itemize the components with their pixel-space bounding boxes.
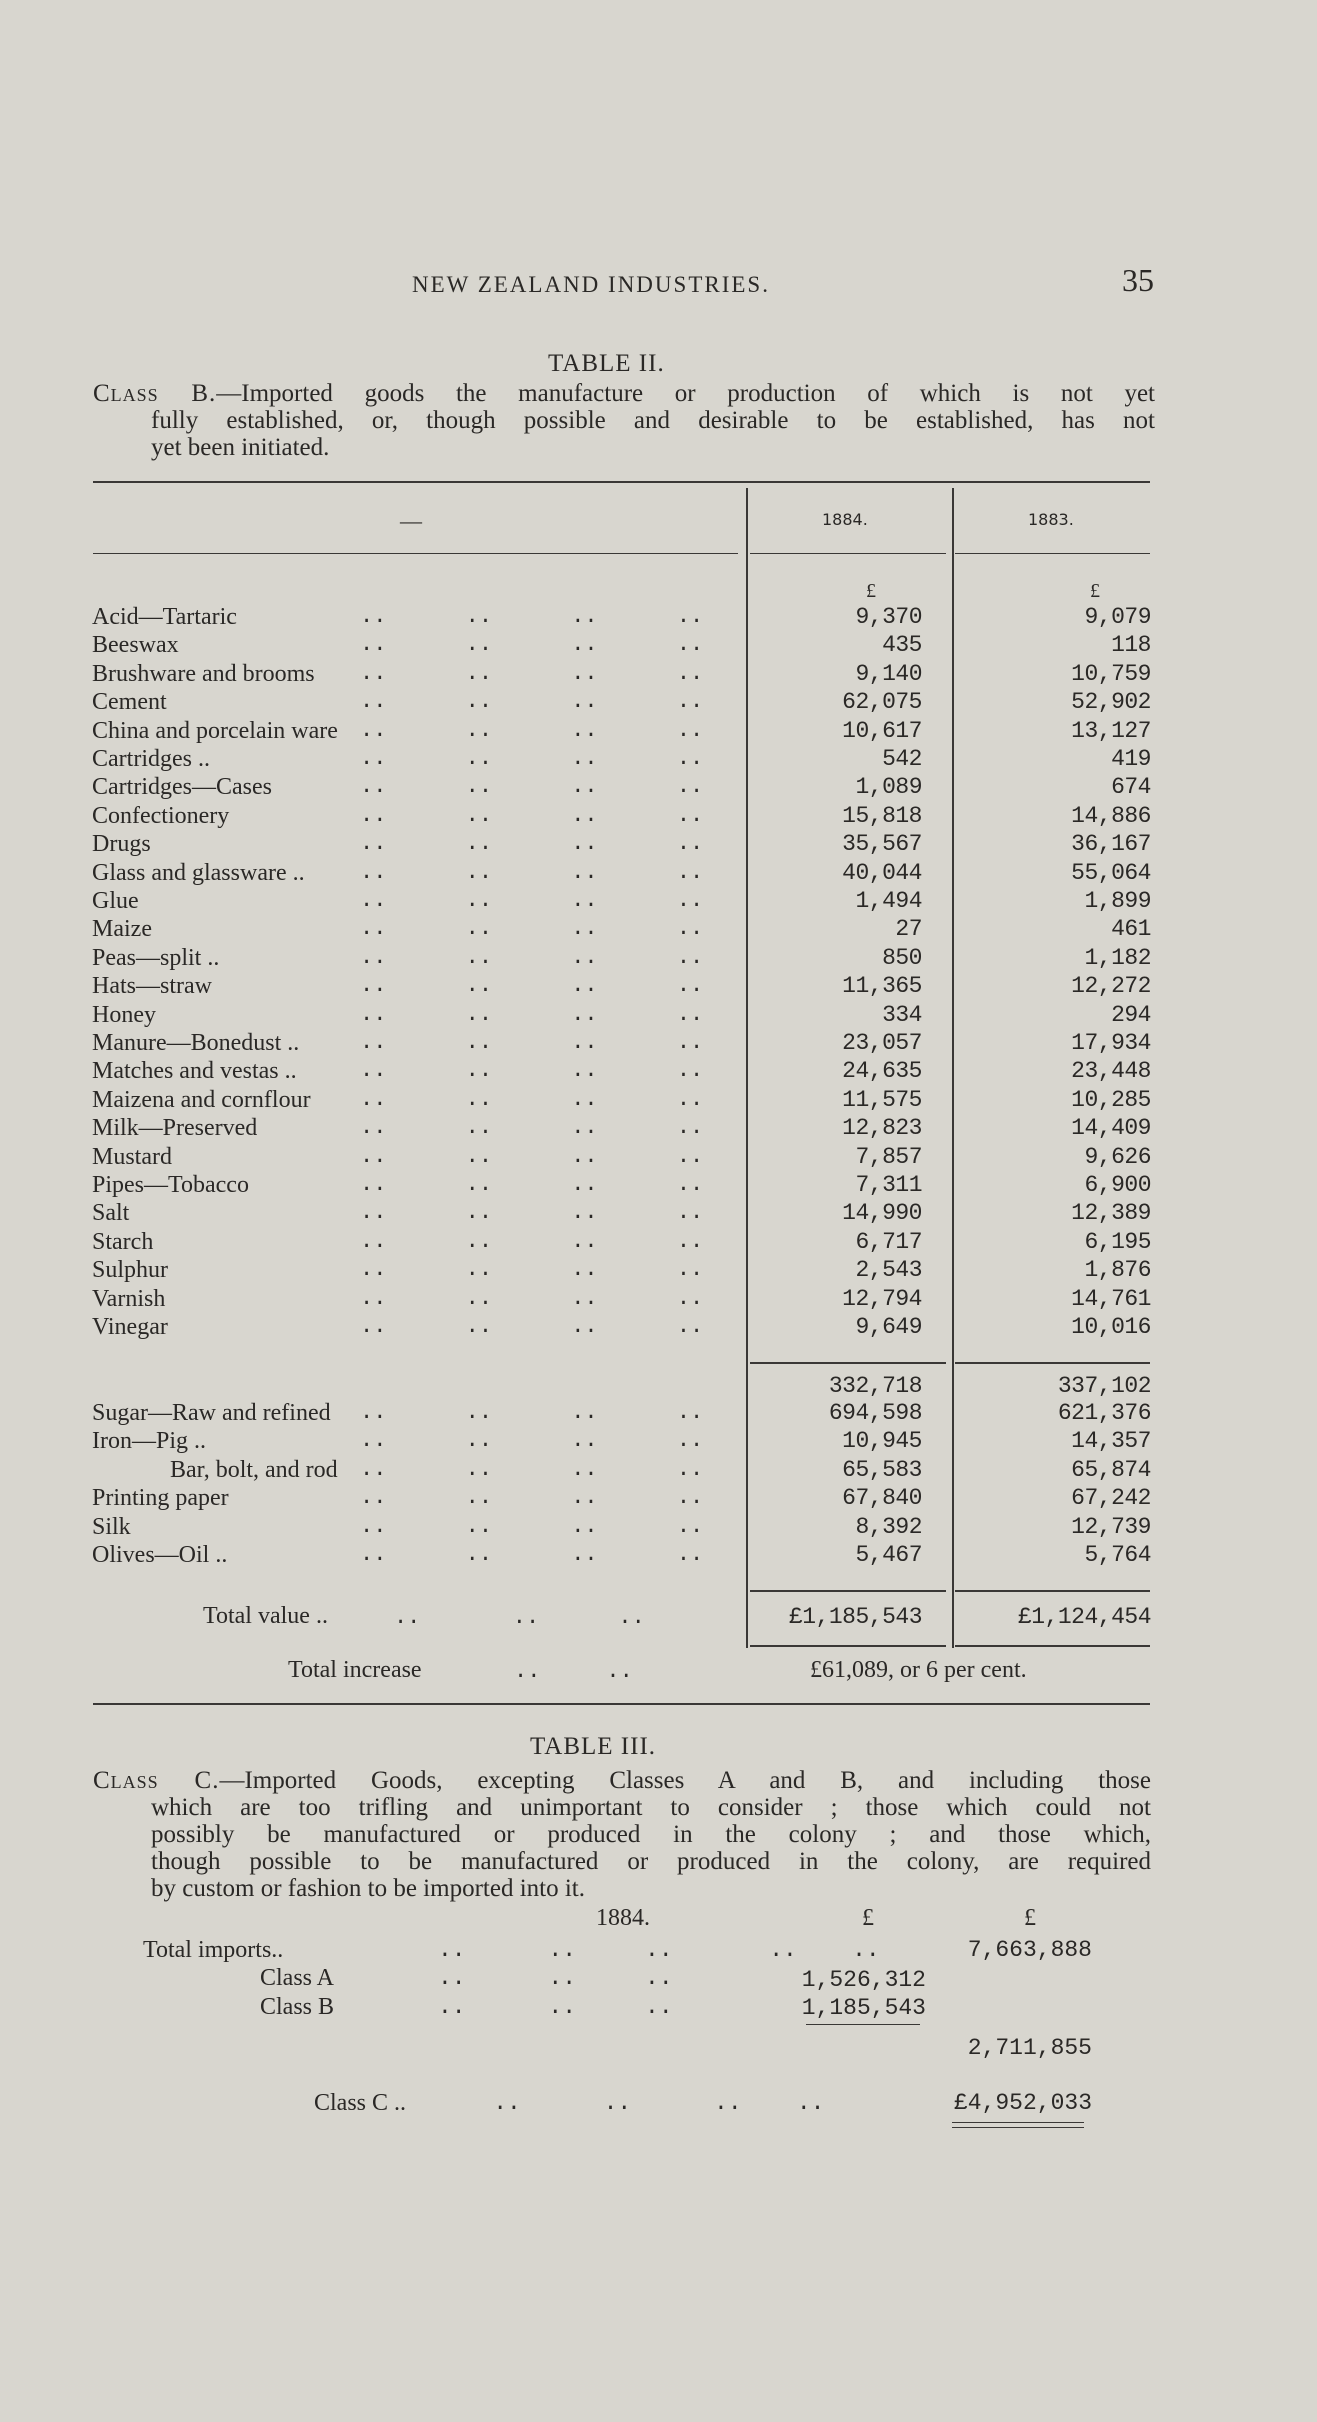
value-1883: 36,167 xyxy=(1071,831,1151,858)
table2-total-rule-1883 xyxy=(955,1590,1150,1592)
leader-dots: .. .. .. .. xyxy=(360,1200,704,1226)
value-1883: 6,900 xyxy=(1084,1172,1151,1198)
table-row xyxy=(0,1485,1317,1513)
table-row xyxy=(0,1172,1317,1200)
item-name: Acid—Tartaric xyxy=(92,604,237,630)
value-1884: 850 xyxy=(882,944,922,971)
table-row xyxy=(0,1058,1317,1086)
value-1883: 621,376 xyxy=(1057,1400,1151,1426)
value-1883: 419 xyxy=(1111,746,1151,772)
leader-dots: .. .. .. .. xyxy=(360,1513,704,1539)
value-1883: 12,739 xyxy=(1071,1513,1151,1540)
table2-header-rule-1884 xyxy=(750,553,946,554)
item-name: Brushware and brooms xyxy=(92,660,315,687)
table-row xyxy=(0,774,1317,802)
table-row xyxy=(0,661,1317,689)
table3-currency-b: £ xyxy=(1024,1905,1036,1931)
item-name: Bar, bolt, and rod xyxy=(170,1456,338,1483)
value-1884: 435 xyxy=(882,632,922,659)
value-1884: 1,494 xyxy=(855,888,922,914)
leader-dots: .. .. .. .. xyxy=(360,660,704,686)
table-row xyxy=(0,1002,1317,1030)
value-1884: 15,818 xyxy=(842,802,922,829)
table-row xyxy=(0,1229,1317,1257)
value-1883: 1,899 xyxy=(1084,888,1151,914)
leader-dots: .. .. .. .. xyxy=(360,1485,704,1511)
value-1883: 294 xyxy=(1111,1001,1151,1028)
table3-description-line4: though possible to be manufactured or produced in the colony, are required xyxy=(151,1848,1151,1875)
table3-class-b-value: 1,185,543 xyxy=(801,1995,926,2021)
value-1884: 694,598 xyxy=(828,1400,922,1426)
table-row xyxy=(0,1115,1317,1143)
table3-currency-a: £ xyxy=(862,1905,874,1931)
item-name: Maizena and cornflour xyxy=(92,1086,311,1113)
table3-total-imports-dots: .. .. .. .. .. xyxy=(438,1937,880,1963)
value-1884: 27 xyxy=(895,916,922,943)
value-1883: 55,064 xyxy=(1071,859,1151,886)
leader-dots: .. .. .. .. xyxy=(360,1228,704,1254)
page-number: 35 xyxy=(1122,262,1154,298)
table3-class-a-label: Class A xyxy=(260,1965,335,1991)
table3-description-line5: by custom or fashion to be imported into it. xyxy=(151,1875,585,1902)
item-name: Sulphur xyxy=(92,1257,169,1284)
item-name: Vinegar xyxy=(92,1314,168,1340)
table3-ab-rule xyxy=(806,2024,920,2025)
value-1884: 1,089 xyxy=(855,774,922,801)
leader-dots: .. .. .. .. xyxy=(360,1400,704,1425)
table-row xyxy=(0,888,1317,916)
item-name: Peas—split .. xyxy=(92,944,220,971)
leader-dots: .. .. .. .. xyxy=(360,632,704,658)
value-1883: 6,195 xyxy=(1084,1228,1151,1255)
table-row xyxy=(0,1514,1317,1542)
table3-description-line3: possibly be manufactured or produced in the colony ; and those which, xyxy=(151,1821,1151,1848)
table-row xyxy=(0,1314,1317,1342)
value-1884: 9,140 xyxy=(855,660,922,687)
table3-class-c-label: Class C .. xyxy=(314,2090,407,2116)
item-name: Starch xyxy=(92,1228,154,1255)
table-row xyxy=(0,1257,1317,1285)
value-1884: 12,794 xyxy=(842,1285,922,1312)
table2-bottom-rule xyxy=(93,1703,1150,1705)
leader-dots: .. .. .. .. xyxy=(360,1058,704,1084)
value-1884: 9,370 xyxy=(855,604,922,630)
leader-dots: .. .. .. .. xyxy=(360,1314,704,1339)
leader-dots: .. .. .. .. xyxy=(360,1542,704,1567)
table2-subtotal-1884: 332,718 xyxy=(828,1373,922,1399)
value-1883: 52,902 xyxy=(1071,689,1151,716)
table2-description-first: —Imported goods the manufacture or production of which is not yet xyxy=(216,380,1155,407)
leader-dots: .. .. .. .. xyxy=(360,973,704,999)
value-1884: 14,990 xyxy=(842,1200,922,1227)
table2-total-increase-value: £61,089, or 6 per cent. xyxy=(810,1657,1027,1683)
table2-col-1883: 1883. xyxy=(1028,510,1074,529)
table2-subtotal-rule-1883 xyxy=(955,1362,1150,1364)
leader-dots: .. .. .. .. xyxy=(360,802,704,828)
table2-description-line1 xyxy=(93,380,1155,407)
value-1884: 8,392 xyxy=(855,1513,922,1540)
leader-dots: .. .. .. .. xyxy=(360,1285,704,1311)
leader-dots: .. .. .. .. xyxy=(360,689,704,715)
value-1884: 334 xyxy=(882,1001,922,1028)
table2-description xyxy=(93,380,1155,461)
table2-total-rule-1884 xyxy=(750,1590,946,1592)
leader-dots: .. .. .. .. xyxy=(360,1001,704,1027)
table-row xyxy=(0,1200,1317,1228)
item-name: Sugar—Raw and refined xyxy=(92,1400,331,1426)
value-1883: 12,272 xyxy=(1071,973,1151,1000)
table3-description-first: —Imported Goods, excepting Classes A and B, and including those xyxy=(219,1767,1152,1794)
value-1884: 11,575 xyxy=(842,1086,922,1113)
value-1883: 23,448 xyxy=(1071,1058,1151,1085)
item-name: Varnish xyxy=(92,1285,166,1312)
table2-total-value-1883: £1,124,454 xyxy=(1017,1604,1151,1630)
table-row xyxy=(0,860,1317,888)
table2-currency-1883: £ xyxy=(1090,580,1100,602)
value-1884: 65,583 xyxy=(842,1456,922,1483)
leader-dots: .. .. .. .. xyxy=(360,1428,704,1454)
value-1883: 14,409 xyxy=(1071,1115,1151,1142)
table2-header-rule-left xyxy=(93,553,738,554)
value-1883: 10,759 xyxy=(1071,660,1151,687)
value-1883: 9,079 xyxy=(1084,604,1151,630)
table-row xyxy=(0,803,1317,831)
table-row xyxy=(0,945,1317,973)
leader-dots: .. .. .. .. xyxy=(360,1115,704,1141)
table-row xyxy=(0,632,1317,660)
item-name: Milk—Preserved xyxy=(92,1115,258,1142)
value-1884: 67,840 xyxy=(842,1485,922,1512)
table3-total-imports-value: 7,663,888 xyxy=(967,1937,1092,1963)
table2-subtotal-1883: 337,102 xyxy=(1057,1373,1151,1399)
table3-class-c-value: £4,952,033 xyxy=(953,2090,1092,2116)
leader-dots: .. .. .. .. xyxy=(360,774,704,800)
value-1883: 14,357 xyxy=(1071,1428,1151,1455)
table2-total-value-label: Total value .. .. .. .. xyxy=(203,1603,645,1630)
value-1883: 67,242 xyxy=(1071,1485,1151,1512)
table3-year: 1884. xyxy=(596,1905,650,1931)
leader-dots: .. .. .. .. xyxy=(360,746,704,771)
leader-dots: .. .. .. .. xyxy=(360,1172,704,1197)
value-1883: 1,182 xyxy=(1084,944,1151,971)
table-row xyxy=(0,1400,1317,1428)
table2-col-1884: 1884. xyxy=(822,510,868,529)
value-1883: 17,934 xyxy=(1071,1030,1151,1056)
table2-total-increase-label: Total increase .. .. xyxy=(288,1657,633,1684)
item-name: Mustard xyxy=(92,1143,172,1170)
table2-description-line3: yet been initiated. xyxy=(151,434,330,461)
value-1884: 6,717 xyxy=(855,1228,922,1255)
table2-total-value-text: Total value .. xyxy=(203,1603,328,1629)
table2-currency-1884: £ xyxy=(866,580,876,602)
item-name: Iron—Pig .. xyxy=(92,1428,206,1455)
leader-dots: .. .. .. .. xyxy=(360,1257,704,1283)
item-name: Pipes—Tobacco xyxy=(92,1172,249,1198)
leader-dots: .. .. .. .. xyxy=(360,1086,704,1112)
table2-title: TABLE II. xyxy=(548,350,665,377)
value-1884: 40,044 xyxy=(842,859,922,886)
table3-class-b-label: Class B xyxy=(260,1994,335,2020)
item-name: Salt xyxy=(92,1200,130,1227)
value-1883: 674 xyxy=(1111,774,1151,801)
table3-class-c-underline-1 xyxy=(952,2122,1084,2123)
value-1884: 23,057 xyxy=(842,1030,922,1056)
item-name: Confectionery xyxy=(92,802,230,829)
value-1884: 2,543 xyxy=(855,1257,922,1284)
value-1884: 9,649 xyxy=(855,1314,922,1340)
leader-dots: .. .. .. .. xyxy=(360,888,704,913)
table2-subtotal-rule-1884 xyxy=(750,1362,946,1364)
value-1884: 7,857 xyxy=(855,1143,922,1170)
item-name: Drugs xyxy=(92,831,151,858)
table-row xyxy=(0,973,1317,1001)
table3-title: TABLE III. xyxy=(530,1733,657,1760)
leader-dots: .. .. .. .. xyxy=(360,831,704,857)
value-1884: 35,567 xyxy=(842,831,922,858)
value-1883: 14,886 xyxy=(1071,802,1151,829)
item-name: Maize xyxy=(92,916,152,943)
table3-description xyxy=(93,1767,1151,1902)
item-name: Manure—Bonedust .. xyxy=(92,1030,300,1056)
table2-total-bottom-rule-1883 xyxy=(955,1645,1150,1647)
leader-dots: .. .. .. .. xyxy=(360,859,704,885)
leader-dots: .. .. .. .. xyxy=(360,1030,704,1055)
table-row xyxy=(0,604,1317,632)
item-name: Matches and vestas .. xyxy=(92,1058,297,1085)
table3-class-c-dots: .. .. .. .. xyxy=(438,2090,825,2116)
item-name: Cartridges—Cases xyxy=(92,774,272,801)
item-name: Glass and glassware .. xyxy=(92,859,305,886)
table3-description-line2: which are too trifling and unimportant to consider ; those which could not xyxy=(151,1794,1151,1821)
leader-dots: .. .. .. .. xyxy=(360,717,704,743)
leader-dots: .. .. .. .. xyxy=(360,944,704,970)
value-1884: 62,075 xyxy=(842,689,922,716)
value-1883: 65,874 xyxy=(1071,1456,1151,1483)
item-name: Honey xyxy=(92,1001,156,1028)
table3-class-a-dots: .. .. .. xyxy=(438,1965,673,1991)
table-row xyxy=(0,1457,1317,1485)
item-name: Olives—Oil .. xyxy=(92,1542,228,1568)
table-row xyxy=(0,831,1317,859)
leader-dots: .. .. .. .. xyxy=(360,1456,704,1482)
value-1883: 10,285 xyxy=(1071,1086,1151,1113)
value-1884: 24,635 xyxy=(842,1058,922,1085)
table2-header-rule-1883 xyxy=(955,553,1150,554)
table3-description-line1 xyxy=(93,1767,1151,1794)
item-name: Hats—straw xyxy=(92,973,212,1000)
table2-blank-header: — xyxy=(400,508,422,533)
item-name: Printing paper xyxy=(92,1485,229,1512)
table-row xyxy=(0,1428,1317,1456)
item-name: Cartridges .. xyxy=(92,746,210,772)
value-1883: 5,764 xyxy=(1084,1542,1151,1568)
table-row xyxy=(0,718,1317,746)
table2-description-line2: fully established, or, though possible and desirable to be established, has not xyxy=(151,407,1155,434)
value-1883: 14,761 xyxy=(1071,1285,1151,1312)
value-1884: 5,467 xyxy=(855,1542,922,1568)
leader-dots: .. .. .. .. xyxy=(360,604,704,629)
table2-class-label: Class B. xyxy=(93,380,217,407)
value-1883: 10,016 xyxy=(1071,1314,1151,1340)
running-title: NEW ZEALAND INDUSTRIES. xyxy=(412,272,770,297)
value-1883: 1,876 xyxy=(1084,1257,1151,1284)
value-1884: 10,617 xyxy=(842,717,922,744)
value-1884: 12,823 xyxy=(842,1115,922,1142)
value-1883: 118 xyxy=(1111,632,1151,659)
item-name: Silk xyxy=(92,1513,131,1540)
table3-ab-sum: 2,711,855 xyxy=(967,2035,1092,2061)
value-1883: 9,626 xyxy=(1084,1143,1151,1170)
table-row xyxy=(0,1087,1317,1115)
table3-class-c-underline-2 xyxy=(952,2127,1084,2128)
table2-top-rule xyxy=(93,481,1150,483)
value-1884: 10,945 xyxy=(842,1428,922,1455)
leader-dots: .. .. .. .. xyxy=(360,916,704,942)
value-1883: 13,127 xyxy=(1071,717,1151,744)
table2-total-bottom-rule-1884 xyxy=(750,1645,946,1647)
value-1884: 7,311 xyxy=(855,1172,922,1198)
table3-class-b-dots: .. .. .. xyxy=(438,1994,673,2020)
leader-dots: .. .. .. .. xyxy=(360,1143,704,1169)
table-row xyxy=(0,1144,1317,1172)
table-row xyxy=(0,1542,1317,1570)
table3-class-label: Class C. xyxy=(93,1767,220,1794)
value-1884: 11,365 xyxy=(842,973,922,1000)
table-row xyxy=(0,916,1317,944)
table-row xyxy=(0,689,1317,717)
table-row xyxy=(0,1030,1317,1058)
item-name: Cement xyxy=(92,689,167,716)
table-row xyxy=(0,746,1317,774)
item-name: Glue xyxy=(92,888,139,914)
table2-total-value-1884: £1,185,543 xyxy=(788,1604,922,1630)
value-1883: 12,389 xyxy=(1071,1200,1151,1227)
item-name: Beeswax xyxy=(92,632,179,659)
table2-total-increase-text: Total increase xyxy=(288,1657,422,1683)
table-row xyxy=(0,1286,1317,1314)
table3-total-imports-label: Total imports.. xyxy=(143,1937,284,1963)
table3-class-a-value: 1,526,312 xyxy=(801,1967,926,1993)
value-1884: 542 xyxy=(882,746,922,772)
item-name: China and porcelain ware xyxy=(92,717,338,744)
value-1883: 461 xyxy=(1111,916,1151,943)
